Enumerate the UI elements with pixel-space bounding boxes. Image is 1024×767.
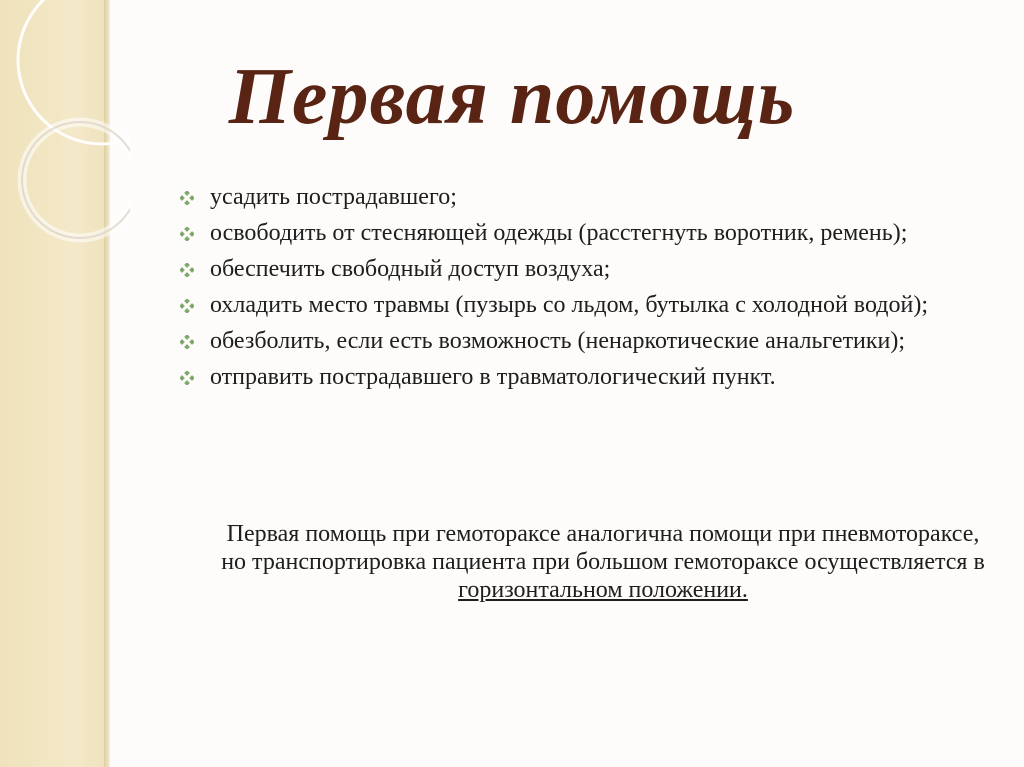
diamond-bullet-icon bbox=[180, 335, 194, 349]
bullet-text: обезболить, если есть возможность (ненаркотические анальгетики); bbox=[210, 328, 906, 354]
bullet-list bbox=[180, 184, 990, 400]
list-item bbox=[180, 328, 990, 355]
list-item bbox=[180, 220, 990, 247]
diamond-bullet-icon bbox=[180, 371, 194, 385]
list-item bbox=[180, 292, 990, 319]
bullet-text: обеспечить свободный доступ воздуха; bbox=[210, 256, 611, 282]
list-item bbox=[180, 184, 990, 211]
slide-title: Первая помощь bbox=[228, 53, 796, 141]
underlined-phrase: горизонтальном положении. bbox=[458, 577, 748, 603]
list-item bbox=[180, 256, 990, 283]
diamond-bullet-icon bbox=[180, 191, 194, 205]
bullet-text: отправить пострадавшего в травматологический пункт. bbox=[210, 364, 776, 390]
diamond-bullet-icon bbox=[180, 263, 194, 277]
paragraph-text: Первая помощь при гемотораксе аналогична помощи при пневмотораксе, но транспортировка пациента при большом гемотораксе осуществляется в bbox=[221, 521, 985, 575]
bullet-text: усадить пострадавшего; bbox=[210, 184, 457, 210]
summary-paragraph bbox=[218, 520, 988, 604]
bullet-text: охладить место травмы (пузырь со льдом, бутылка с холодной водой); bbox=[210, 292, 928, 318]
diamond-bullet-icon bbox=[180, 227, 194, 241]
bullet-text: освободить от стесняющей одежды (расстегнуть воротник, ремень); bbox=[210, 220, 908, 246]
list-item bbox=[180, 364, 990, 391]
diamond-bullet-icon bbox=[180, 299, 194, 313]
